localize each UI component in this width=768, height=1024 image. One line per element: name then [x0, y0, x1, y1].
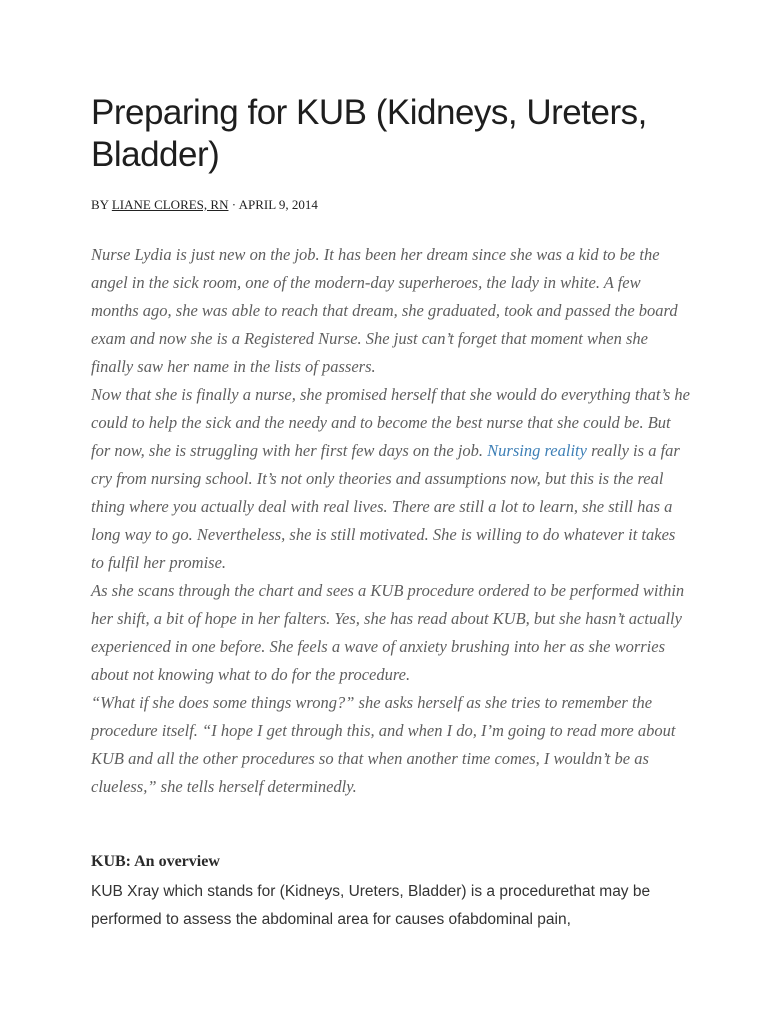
byline-separator: ·: [228, 197, 239, 212]
author-link[interactable]: LIANE CLORES, RN: [111, 197, 229, 212]
intro-paragraph-2: [91, 381, 691, 577]
section-body: KUB Xray which stands for (Kidneys, Ureters, Bladder) is a procedurethat may be performed to assess the abdominal area for causes ofabdominal pain,: [91, 883, 651, 928]
publish-date: APRIL 9, 2014: [238, 197, 318, 212]
article: [91, 92, 691, 934]
intro-paragraph-3: As she scans through the chart and sees a KUB procedure ordered to be performed within her shift, a bit of hope in her falters. Yes, she has read about KUB, but she hasn’t actually experienced in one before. She feels a wave of anxiety brushing into her as she worries about not knowing what to do for the procedure.: [91, 581, 685, 684]
byline: [91, 196, 691, 214]
intro-paragraph-2-text-after: really is a far cry from nursing school. It’s not only theories and assumptions now, but this is the real thing where you actually deal with real lives. There are still a lot to learn, she still has a long way to go. Nevertheless, she is still motivated. She is willing to do whatever it takes to fulfil her promise.: [91, 441, 680, 572]
intro-paragraph-4: “What if she does some things wrong?” she asks herself as she tries to remember the procedure itself. “I hope I get through this, and when I do, I’m going to read more about KUB and all the other procedures so that when another time comes, I wouldn’t be as clueless,” she tells herself determinedly.: [91, 693, 676, 796]
section-heading: KUB: An overview: [91, 853, 220, 870]
intro-story: [91, 241, 691, 801]
nursing-reality-link[interactable]: Nursing reality: [487, 441, 587, 460]
intro-paragraph-2-text-before: Now that she is finally a nurse, she promised herself that she would do everything that’s he could to help the sick and the needy and to become the best nurse that she could be. But for now, she is struggling with her first few days on the job.: [91, 385, 691, 460]
byline-prefix: BY: [91, 197, 112, 212]
intro-paragraph-1: Nurse Lydia is just new on the job. It has been her dream since she was a kid to be the angel in the sick room, one of the modern-day superheroes, the lady in white. A few months ago, she was able to reach that dream, she graduated, took and passed the board exam and now she is a Registered Nurse. She just can’t forget that moment when she finally saw her name in the lists of passers.: [91, 245, 678, 376]
article-title: Preparing for KUB (Kidneys, Ureters, Bladder): [91, 93, 647, 174]
